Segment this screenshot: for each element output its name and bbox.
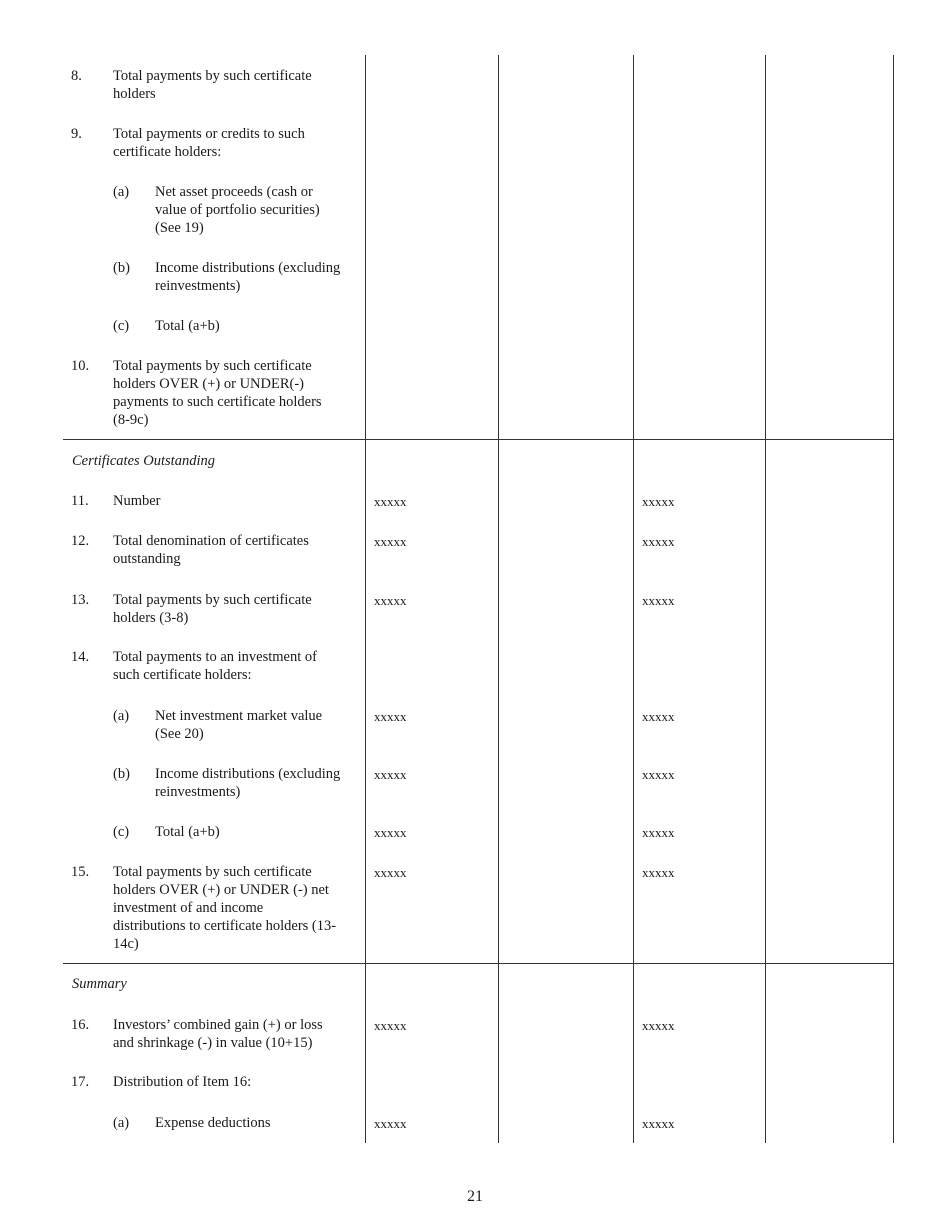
row-13-col1-value: xxxxx (374, 593, 407, 608)
row-14a-col3-value: xxxxx (642, 709, 675, 724)
row-9a-label-line-1: Net asset proceeds (cash or (155, 184, 313, 200)
row-14b-col3-value: xxxxx (642, 767, 675, 782)
row-9b-label-line-1: Income distributions (excluding (155, 260, 341, 276)
row-13-number: 13. (71, 592, 90, 608)
row-9a-label-line-2: value of portfolio securities) (155, 202, 320, 218)
row-12-number: 12. (71, 533, 90, 549)
row-14b-number: (b) (113, 766, 130, 782)
column-divider-4 (765, 55, 766, 1143)
row-11-col3-value: xxxxx (642, 494, 675, 509)
row-11-number: 11. (71, 493, 89, 509)
row-14b-label-line-2: reinvestments) (155, 784, 241, 800)
row-15-label-line-2: holders OVER (+) or UNDER (-) net (113, 882, 329, 898)
row-14-label-line-2: such certificate holders: (113, 667, 252, 683)
row-10-label-line-2: holders OVER (+) or UNDER(-) (113, 376, 304, 392)
row-13-label-line-1: Total payments by such certificate (113, 592, 312, 608)
row-14c-col1-value: xxxxx (374, 825, 407, 840)
row-12-col3-value: xxxxx (642, 534, 675, 549)
row-16-number: 16. (71, 1017, 90, 1033)
row-14a-number: (a) (113, 708, 130, 724)
column-divider-3 (633, 55, 634, 1143)
row-17-number: 17. (71, 1074, 90, 1090)
row-12-label-line-1: Total denomination of certificates (113, 533, 309, 549)
row-10-label-line-4: (8-9c) (113, 412, 149, 428)
section-divider-2 (63, 963, 894, 964)
row-14c-label-line-1: Total (a+b) (155, 824, 220, 840)
row-12-label-line-2: outstanding (113, 551, 181, 567)
row-9-number: 9. (71, 126, 82, 142)
row-14c-number: (c) (113, 824, 130, 840)
row-9a-number: (a) (113, 184, 130, 200)
row-15-label-line-1: Total payments by such certificate (113, 864, 312, 880)
row-10-label-line-1: Total payments by such certificate (113, 358, 312, 374)
row-17a-col1-value: xxxxx (374, 1116, 407, 1131)
row-8-label-line-2: holders (113, 86, 156, 102)
row-15-col1-value: xxxxx (374, 865, 407, 880)
row-13-label-line-2: holders (3-8) (113, 610, 189, 626)
row-15-number: 15. (71, 864, 90, 880)
section-divider-1 (63, 439, 894, 440)
row-11-label-line-1: Number (113, 493, 161, 509)
page-number: 21 (467, 1188, 483, 1205)
section-heading-certificates-outstanding: Certificates Outstanding (72, 453, 215, 469)
row-10-label-line-3: payments to such certificate holders (113, 394, 322, 410)
row-12-col1-value: xxxxx (374, 534, 407, 549)
row-15-label-line-3: investment of and income (113, 900, 264, 916)
row-8-label-line-1: Total payments by such certificate (113, 68, 312, 84)
row-14a-col1-value: xxxxx (374, 709, 407, 724)
column-divider-2 (498, 55, 499, 1143)
row-14a-label-line-2: (See 20) (155, 726, 204, 742)
column-divider-1 (365, 55, 366, 1143)
row-16-label-line-2: and shrinkage (-) in value (10+15) (113, 1035, 313, 1051)
row-15-label-line-4: distributions to certificate holders (13- (113, 918, 337, 934)
row-14b-col1-value: xxxxx (374, 767, 407, 782)
row-14b-label-line-1: Income distributions (excluding (155, 766, 341, 782)
row-9c-number: (c) (113, 318, 130, 334)
row-11-col1-value: xxxxx (374, 494, 407, 509)
row-9b-number: (b) (113, 260, 130, 276)
row-14a-label-line-1: Net investment market value (155, 708, 323, 724)
row-14-label-line-1: Total payments to an investment of (113, 649, 317, 665)
row-13-col3-value: xxxxx (642, 593, 675, 608)
section-heading-summary: Summary (72, 976, 127, 992)
row-17a-number: (a) (113, 1115, 130, 1131)
row-9-label-line-2: certificate holders: (113, 144, 222, 160)
row-8-number: 8. (71, 68, 82, 84)
row-9b-label-line-2: reinvestments) (155, 278, 241, 294)
row-15-col3-value: xxxxx (642, 865, 675, 880)
row-9-label-line-1: Total payments or credits to such (113, 126, 305, 142)
row-14-number: 14. (71, 649, 90, 665)
row-16-col3-value: xxxxx (642, 1018, 675, 1033)
row-9a-label-line-3: (See 19) (155, 220, 204, 236)
row-17-label-line-1: Distribution of Item 16: (113, 1074, 252, 1090)
row-15-label-line-5: 14c) (113, 936, 139, 952)
row-10-number: 10. (71, 358, 90, 374)
row-16-col1-value: xxxxx (374, 1018, 407, 1033)
row-9c-label-line-1: Total (a+b) (155, 318, 220, 334)
row-17a-label-line-1: Expense deductions (155, 1115, 271, 1131)
row-16-label-line-1: Investors’ combined gain (+) or loss (113, 1017, 323, 1033)
column-divider-5 (893, 55, 894, 1143)
row-17a-col3-value: xxxxx (642, 1116, 675, 1131)
row-14c-col3-value: xxxxx (642, 825, 675, 840)
